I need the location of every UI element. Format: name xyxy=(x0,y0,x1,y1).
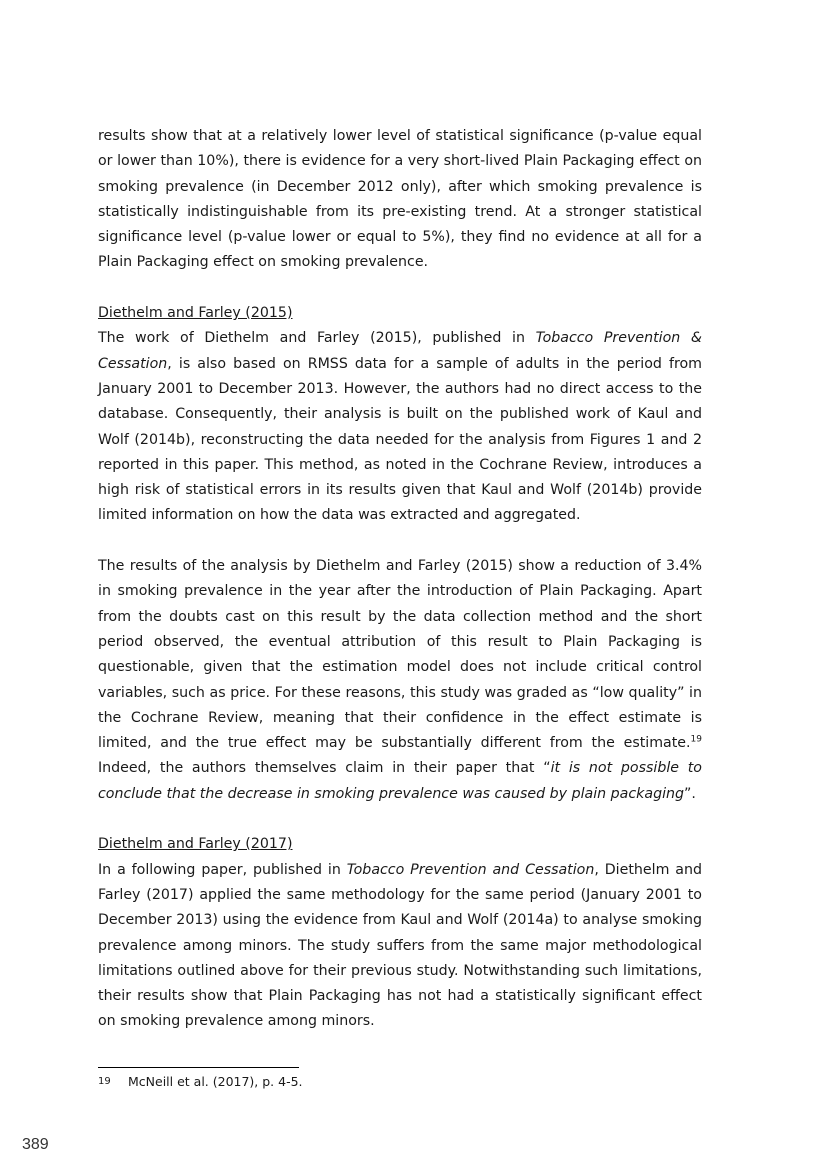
page-number: 389 xyxy=(22,1136,49,1153)
section-heading-2017: Diethelm and Farley (2017) xyxy=(98,836,293,853)
paragraph: The work of Diethelm and Farley (2015), published in Tobacco Prevention & Cessation, is also based on RMSS data for a sample of adults in the period from January 2001 to December 2013. However, the authors had no direct access to the database. Consequently, their analysis is built on the published work of Kaul and Wolf (2014b), reconstructing the data needed for the analysis from Figures 1 and 2 reported in this paper. This method, as noted in the Cochrane Review, introduces a high risk of statistical errors in its results given that Kaul and Wolf (2014b) provide limited information on how the data was extracted and aggregated. xyxy=(98,330,703,524)
journal-title: Tobacco Prevention & Cessation xyxy=(98,330,703,372)
footnote-divider xyxy=(98,1067,299,1068)
paragraph: results show that at a relatively lower level of statistical significance (p-value equal or lower than 10%), there is evidence for a very short-lived Plain Packaging effect on smoking prevalence (in December 2012 only), after which smoking prevalence is statistically indistinguishable from its pre-existing trend. At a stronger statistical significance level (p-value lower or equal to 5%), they find no evidence at all for a Plain Packaging effect on smoking prevalence. xyxy=(98,128,702,271)
paragraph: In a following paper, published in Tobacco Prevention and Cessation, Diethelm and Farley (2017) applied the same methodology for the same period (January 2001 to December 2013) using the evidence from Kaul and Wolf (2014a) to analyse smoking prevalence among minors. The study suffers from the same major methodological limitations outlined above for their previous study. Notwithstanding such limitations, their results show that Plain Packaging has not had a statistically significant effect on smoking prevalence among minors. xyxy=(98,861,702,1030)
section-heading-2015: Diethelm and Farley (2015) xyxy=(98,305,293,322)
footnote-number: 19 xyxy=(98,1076,111,1087)
footnote-text: McNeill et al. (2017), p. 4-5. xyxy=(128,1074,303,1089)
body-text xyxy=(98,124,712,1035)
journal-title: Tobacco Prevention and Cessation xyxy=(346,861,595,878)
footnote-reference[interactable]: 19 xyxy=(690,734,702,745)
footnote xyxy=(98,1073,702,1091)
paragraph: The results of the analysis by Diethelm and Farley (2015) show a reduction of 3.4% in smoking prevalence in the year after the introduction of Plain Packaging. Apart from the doubts cast on this result by the data collection method and the short period observed, the eventual attribution of this result to Plain Packaging is questionable, given that the estimation model does not include critical control variables, such as price. For these reasons, this study was graded as “low quality” in the Cochrane Review, meaning that their confidence in the effect estimate is limited, and the true effect may be substantially different from the estimate.$^{19}$ Indeed, the authors themselves claim in their paper that “it is not possible to conclude that the decrease in smoking prevalence was caused by plain packaging”. xyxy=(98,558,712,802)
quotation: it is not possible to conclude that the decrease in smoking prevalence was caused by plain packaging xyxy=(98,760,702,802)
